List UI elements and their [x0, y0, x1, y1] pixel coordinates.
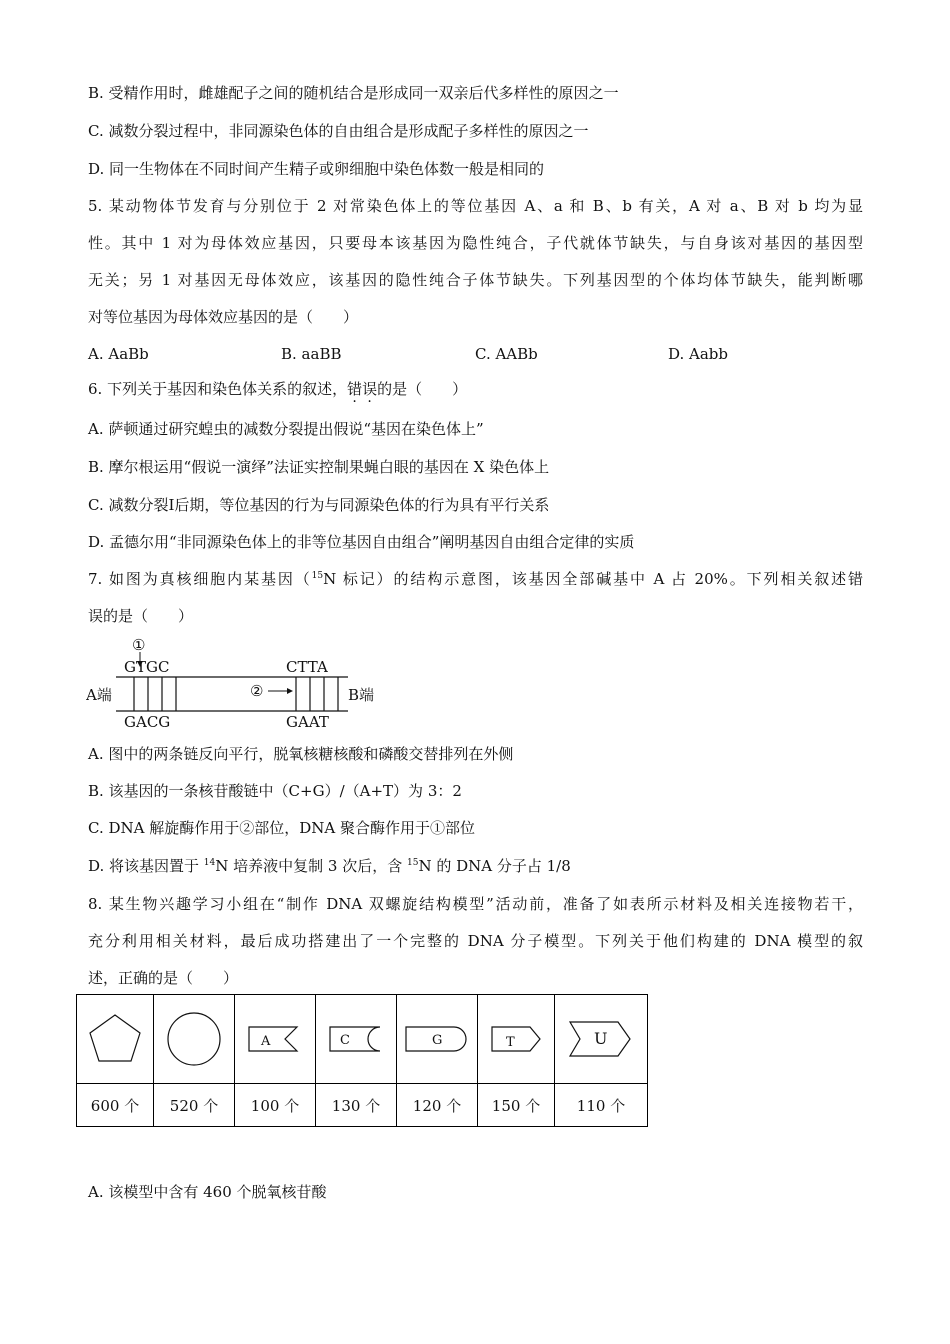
- base-C-cell: [316, 995, 397, 1084]
- circle-icon: [164, 1011, 224, 1067]
- base-U-label: U: [594, 1029, 608, 1048]
- q7-option-c: C. DNA 解旋酶作用于②部位，DNA 聚合酶作用于①部位: [88, 819, 475, 837]
- q5-stem-line3: 无关；另 1 对基因无母体效应，该基因的隐性纯合子体节缺失。下列基因型的个体均体节缺失，能判断哪: [88, 271, 863, 289]
- bottom-seq-left: GACG: [124, 713, 171, 731]
- q4-option-d: D. 同一生物体在不同时间产生精子或卵细胞中染色体数一般是相同的: [88, 160, 545, 178]
- base-G-icon: [402, 1019, 472, 1059]
- base-C-icon: [326, 1019, 386, 1059]
- q7-option-d-sup1: 14: [203, 858, 216, 868]
- q8-stem-line3: 述，正确的是（ ）: [88, 969, 239, 987]
- q7-option-d: [88, 855, 571, 876]
- count-cell: 520 个: [154, 1084, 235, 1127]
- base-A-icon: [245, 1019, 305, 1059]
- base-A-label: A: [261, 1034, 271, 1049]
- q7-option-d-part2: N 培养液中复制 3 次后，含: [215, 857, 407, 875]
- q5-option-d: D. Aabb: [668, 345, 729, 363]
- shape-row: [77, 995, 648, 1084]
- q6-stem: [88, 378, 467, 399]
- top-seq-right: CTTA: [286, 658, 328, 676]
- count-cell: 130 个: [316, 1084, 397, 1127]
- base-G-cell: [397, 995, 478, 1084]
- count-cell: 100 个: [235, 1084, 316, 1127]
- count-row: [77, 1084, 648, 1127]
- base-T-cell: [478, 995, 555, 1084]
- q6-option-d: D. 孟德尔用“非同源染色体上的非等位基因自由组合”阐明基因自由组合定律的实质: [88, 533, 635, 551]
- site-2-label: ②: [250, 682, 264, 700]
- base-T-label: T: [506, 1035, 515, 1050]
- q6-stem-pre: 6. 下列关于基因和染色体关系的叙述，: [88, 380, 348, 398]
- q7-option-d-part1: D. 将该基因置于: [88, 857, 204, 875]
- q6-option-b: B. 摩尔根运用“假说一演绎”法证实控制果蝇白眼的基因在 X 染色体上: [88, 458, 550, 476]
- q5-option-a: A. AaBb: [88, 345, 149, 363]
- q6-option-a: A. 萨顿通过研究蝗虫的减数分裂提出假说“基因在染色体上”: [88, 420, 484, 438]
- q7-stem-sup: 15: [311, 571, 324, 581]
- q5-stem-line4: 对等位基因为母体效应基因的是（ ）: [88, 308, 359, 326]
- q5-stem-line1: 5. 某动物体节发育与分别位于 2 对常染色体上的等位基因 A、a 和 B、b 有关，A 对 a、B 对 b 均为显: [88, 197, 863, 215]
- base-C-label: C: [340, 1033, 350, 1048]
- q5-option-b: B. aaBB: [281, 345, 342, 363]
- q7-stem-part2: N 标记）的结构示意图，该基因全部碱基中 A 占 20%。下列相关叙述错: [323, 570, 863, 588]
- q7-option-d-sup2: 15: [407, 858, 419, 868]
- pentagon-cell: [77, 995, 154, 1084]
- end-a-label: A端: [86, 686, 112, 704]
- circle-cell: [154, 995, 235, 1084]
- count-cell: 600 个: [77, 1084, 154, 1127]
- q6-stem-post: 的是（ ）: [377, 380, 468, 398]
- q7-stem-line1: [88, 568, 863, 589]
- top-seq-left: GTGC: [124, 658, 170, 676]
- count-cell: 110 个: [555, 1084, 648, 1127]
- base-G-label: G: [432, 1033, 443, 1048]
- q7-stem-part1: 7. 如图为真核细胞内某基因（: [88, 570, 312, 588]
- q6-stem-emph2: 误: [362, 380, 378, 398]
- q6-option-c: C. 减数分裂Ⅰ后期，等位基因的行为与同源染色体的行为具有平行关系: [88, 496, 550, 514]
- q5-stem-line2: 性。其中 1 对为母体效应基因，只要母本该基因为隐性纯合，子代就体节缺失，与自身该对基因的基因型: [88, 234, 863, 252]
- q8-option-a: A. 该模型中含有 460 个脱氧核苷酸: [88, 1183, 327, 1201]
- dna-structure-diagram: [86, 634, 386, 734]
- site-2-arrow-head: [287, 688, 293, 694]
- q5-option-c: C. AABb: [475, 345, 538, 363]
- end-b-label: B端: [348, 686, 375, 704]
- materials-table: [76, 994, 648, 1127]
- base-U-cell: [555, 995, 648, 1084]
- bottom-seq-right: GAAT: [286, 713, 329, 731]
- q6-stem-emph1: 错: [347, 380, 363, 398]
- pentagon-icon: [85, 1011, 145, 1067]
- base-T-icon: [486, 1019, 546, 1059]
- count-cell: 150 个: [478, 1084, 555, 1127]
- q7-option-a: A. 图中的两条链反向平行，脱氧核糖核酸和磷酸交替排列在外侧: [88, 745, 514, 763]
- q7-option-b: B. 该基因的一条核苷酸链中（C+G）/（A+T）为 3：2: [88, 782, 462, 800]
- base-U-icon: [566, 1016, 636, 1062]
- site-1-label: ①: [132, 636, 146, 654]
- q4-option-b: B. 受精作用时，雌雄配子之间的随机结合是形成同一双亲后代多样性的原因之一: [88, 84, 619, 102]
- q4-option-c: C. 减数分裂过程中，非同源染色体的自由组合是形成配子多样性的原因之一: [88, 122, 589, 140]
- q8-stem-line1: 8. 某生物兴趣学习小组在“制作 DNA 双螺旋结构模型”活动前，准备了如表所示材料及相关连接物若干，: [88, 895, 863, 913]
- count-cell: 120 个: [397, 1084, 478, 1127]
- base-A-cell: [235, 995, 316, 1084]
- q8-stem-line2: 充分利用相关材料，最后成功搭建出了一个完整的 DNA 分子模型。下列关于他们构建的 DNA 模型的叙: [88, 932, 863, 950]
- q7-option-d-part3: N 的 DNA 分子占 1/8: [418, 857, 571, 875]
- q7-stem-line2: 误的是（ ）: [88, 607, 194, 625]
